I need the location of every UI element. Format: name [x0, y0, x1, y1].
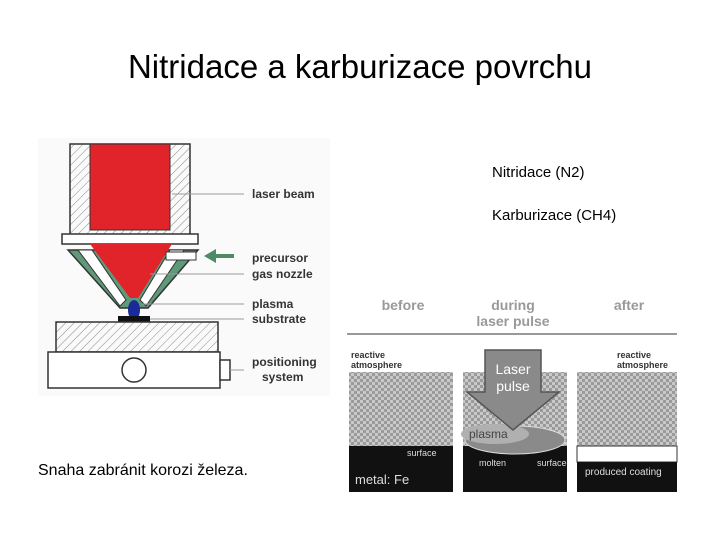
label-gas-nozzle: gas nozzle	[252, 267, 313, 281]
precursor-inlet	[166, 252, 196, 260]
produced-coating-layer	[577, 446, 677, 462]
label-substrate: substrate	[252, 312, 307, 326]
stage-after: after	[613, 297, 645, 313]
item-karburizace: Karburizace (CH4)	[492, 207, 617, 224]
substrate-sample	[118, 316, 150, 322]
item-nitridace: Nitridace (N2)	[492, 164, 585, 181]
process-stages-diagram	[345, 292, 680, 496]
label-produced-coating: produced coating	[585, 467, 662, 478]
label-laser-beam: laser beam	[252, 187, 315, 201]
laser-apparatus-diagram	[38, 138, 330, 396]
label-laser: Laser	[495, 361, 531, 377]
lens-holder	[62, 234, 198, 244]
label-atmosphere-after: atmosphere	[617, 360, 669, 370]
caption: Snaha zabránit korozi železa.	[38, 462, 248, 479]
label-surface-during: surface	[537, 458, 567, 468]
substrate-table	[56, 322, 218, 352]
stage-before: before	[381, 297, 425, 313]
label-system: system	[262, 370, 304, 384]
label-molten: molten	[479, 458, 507, 468]
stage-knob	[220, 360, 230, 380]
stage-during: during	[491, 297, 535, 313]
label-metal-fe: metal: Fe	[355, 472, 410, 487]
panel-before-atmosphere	[349, 372, 453, 446]
label-precursor: precursor	[252, 251, 309, 265]
slide-title: Nitridace a karburizace povrchu	[127, 48, 593, 85]
stage-during-laser-pulse: laser pulse	[476, 313, 550, 329]
label-reactive-after: reactive	[617, 350, 652, 360]
label-reactive-before: reactive	[351, 350, 386, 360]
label-plasma-during: plasma	[469, 427, 508, 441]
label-pulse: pulse	[496, 378, 530, 394]
label-plasma: plasma	[252, 297, 294, 311]
label-positioning: positioning	[252, 355, 317, 369]
label-atmosphere-before: atmosphere	[351, 360, 403, 370]
panel-after-atmosphere	[577, 372, 677, 446]
label-surface-before: surface	[407, 448, 437, 458]
stage-wheel	[122, 358, 146, 382]
laser-beam	[90, 144, 170, 230]
